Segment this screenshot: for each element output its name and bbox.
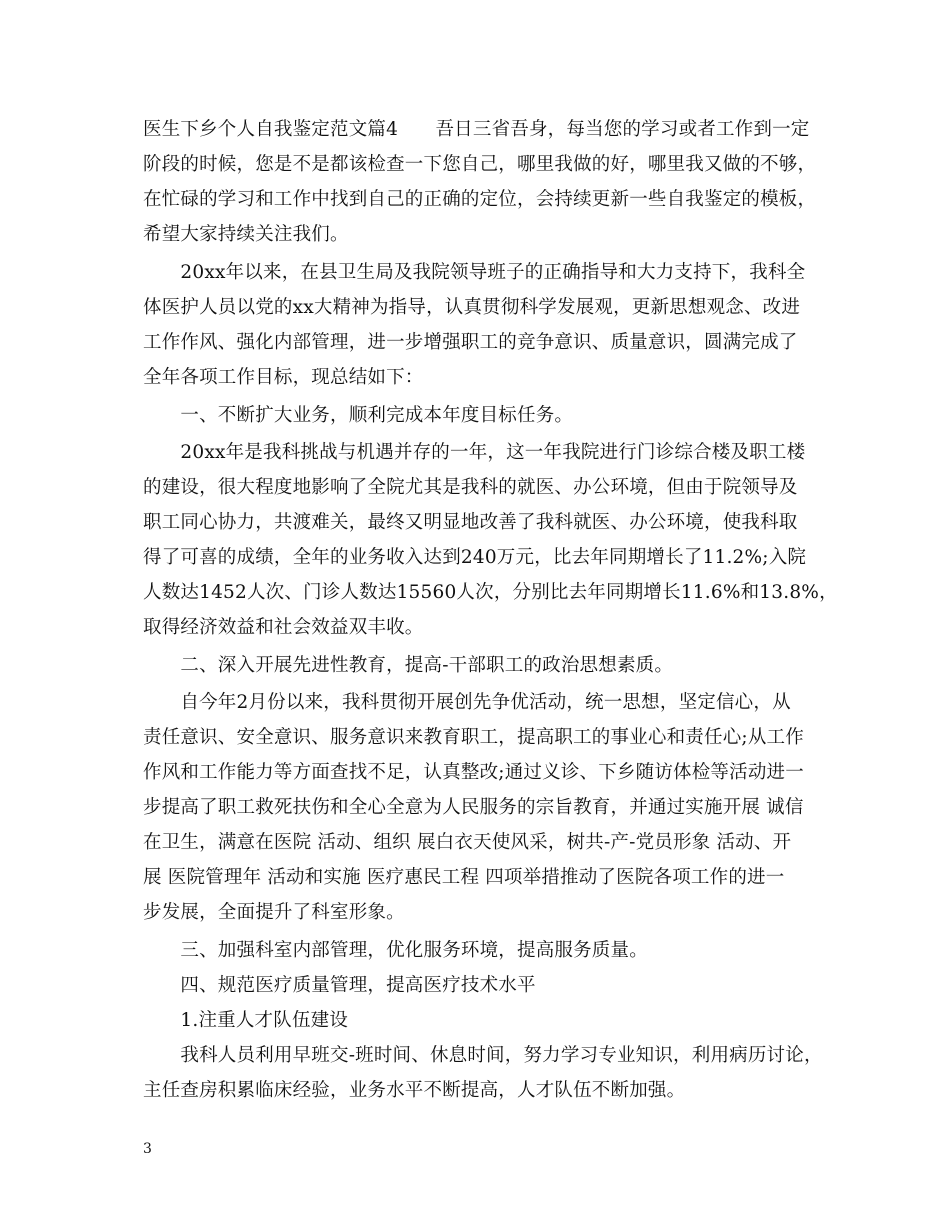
- text-line: 体医护人员以党的xx大精神为指导，认真贯彻科学发展观，更新思想观念、改进: [143, 297, 801, 318]
- text-line: 的建设，很大程度地影响了全院尤其是我科的就医、办公环境，但由于院领导及: [143, 477, 798, 498]
- text-line: 步发展，全面提升了科室形象。: [143, 902, 405, 923]
- section-heading: 三、加强科室内部管理，优化服务环境，提高服务质量。: [143, 940, 648, 961]
- text-line: 职工同心协力，共渡难关，最终又明显地改善了我科就医、办公环境，使我科取: [143, 512, 798, 533]
- text-line: 全年各项工作目标，现总结如下：: [143, 367, 424, 388]
- text-line: 责任意识、安全意识、服务意识来教育职工，提高职工的事业心和责任心;从工作: [143, 727, 804, 748]
- text-line: 得了可喜的成绩，全年的业务收入达到240万元，比去年同期增长了11.2%;入院: [143, 547, 807, 568]
- text-line: 展 医院管理年 活动和实施 医疗惠民工程 四项举措推动了医院各项工作的进一: [143, 867, 785, 888]
- subsection-heading: 1.注重人才队伍建设: [143, 1010, 349, 1031]
- text-line: 人数达1452人次、门诊人数达15560人次，分别比去年同期增长11.6%和13.8%，: [143, 582, 838, 603]
- section-heading: 四、规范医疗质量管理，提高医疗技术水平: [143, 975, 536, 996]
- text-line: 工作作风、强化内部管理，进一步增强职工的竞争意识、质量意识，圆满完成了: [143, 332, 798, 353]
- page-number: 3: [143, 1141, 152, 1157]
- text-line: 希望大家持续关注我们。: [143, 224, 349, 245]
- text-line: 作风和工作能力等方面查找不足，认真整改;通过义诊、下乡随访体检等活动进一: [143, 762, 804, 783]
- text-line: 自今年2月份以来，我科贯彻开展创先争优活动，统一思想，坚定信心，从: [143, 692, 791, 713]
- section-heading: 二、深入开展先进性教育，提高-干部职工的政治思想素质。: [143, 655, 674, 676]
- text-line: 20xx年是我科挑战与机遇并存的一年，这一年我院进行门诊综合楼及职工楼: [143, 442, 806, 463]
- text-line: 取得经济效益和社会效益双丰收。: [143, 617, 424, 638]
- text-line: 医生下乡个人自我鉴定范文篇4 吾日三省吾身，每当您的学习或者工作到一定: [143, 119, 810, 140]
- text-line: 主任查房积累临床经验，业务水平不断提高，人才队伍不断加强。: [143, 1080, 686, 1101]
- text-line: 20xx年以来，在县卫生局及我院领导班子的正确指导和大力支持下，我科全: [143, 262, 806, 283]
- text-line: 阶段的时候，您是不是都该检查一下您自己，哪里我做的好，哪里我又做的不够，: [143, 154, 817, 175]
- text-line: 我科人员利用早班交-班时间、休息时间，努力学习专业知识，利用病历讨论，: [143, 1045, 823, 1066]
- text-line: 在忙碌的学习和工作中找到自己的正确的定位，会持续更新一些自我鉴定的模板，: [143, 189, 817, 210]
- section-heading: 一、不断扩大业务，顺利完成本年度目标任务。: [143, 405, 574, 426]
- text-line: 步提高了职工救死扶伤和全心全意为人民服务的宗旨教育，并通过实施开展 诚信: [143, 797, 804, 818]
- text-line: 在卫生，满意在医院 活动、组织 展白衣天使风采，树共-产-党员形象 活动、开: [143, 832, 792, 853]
